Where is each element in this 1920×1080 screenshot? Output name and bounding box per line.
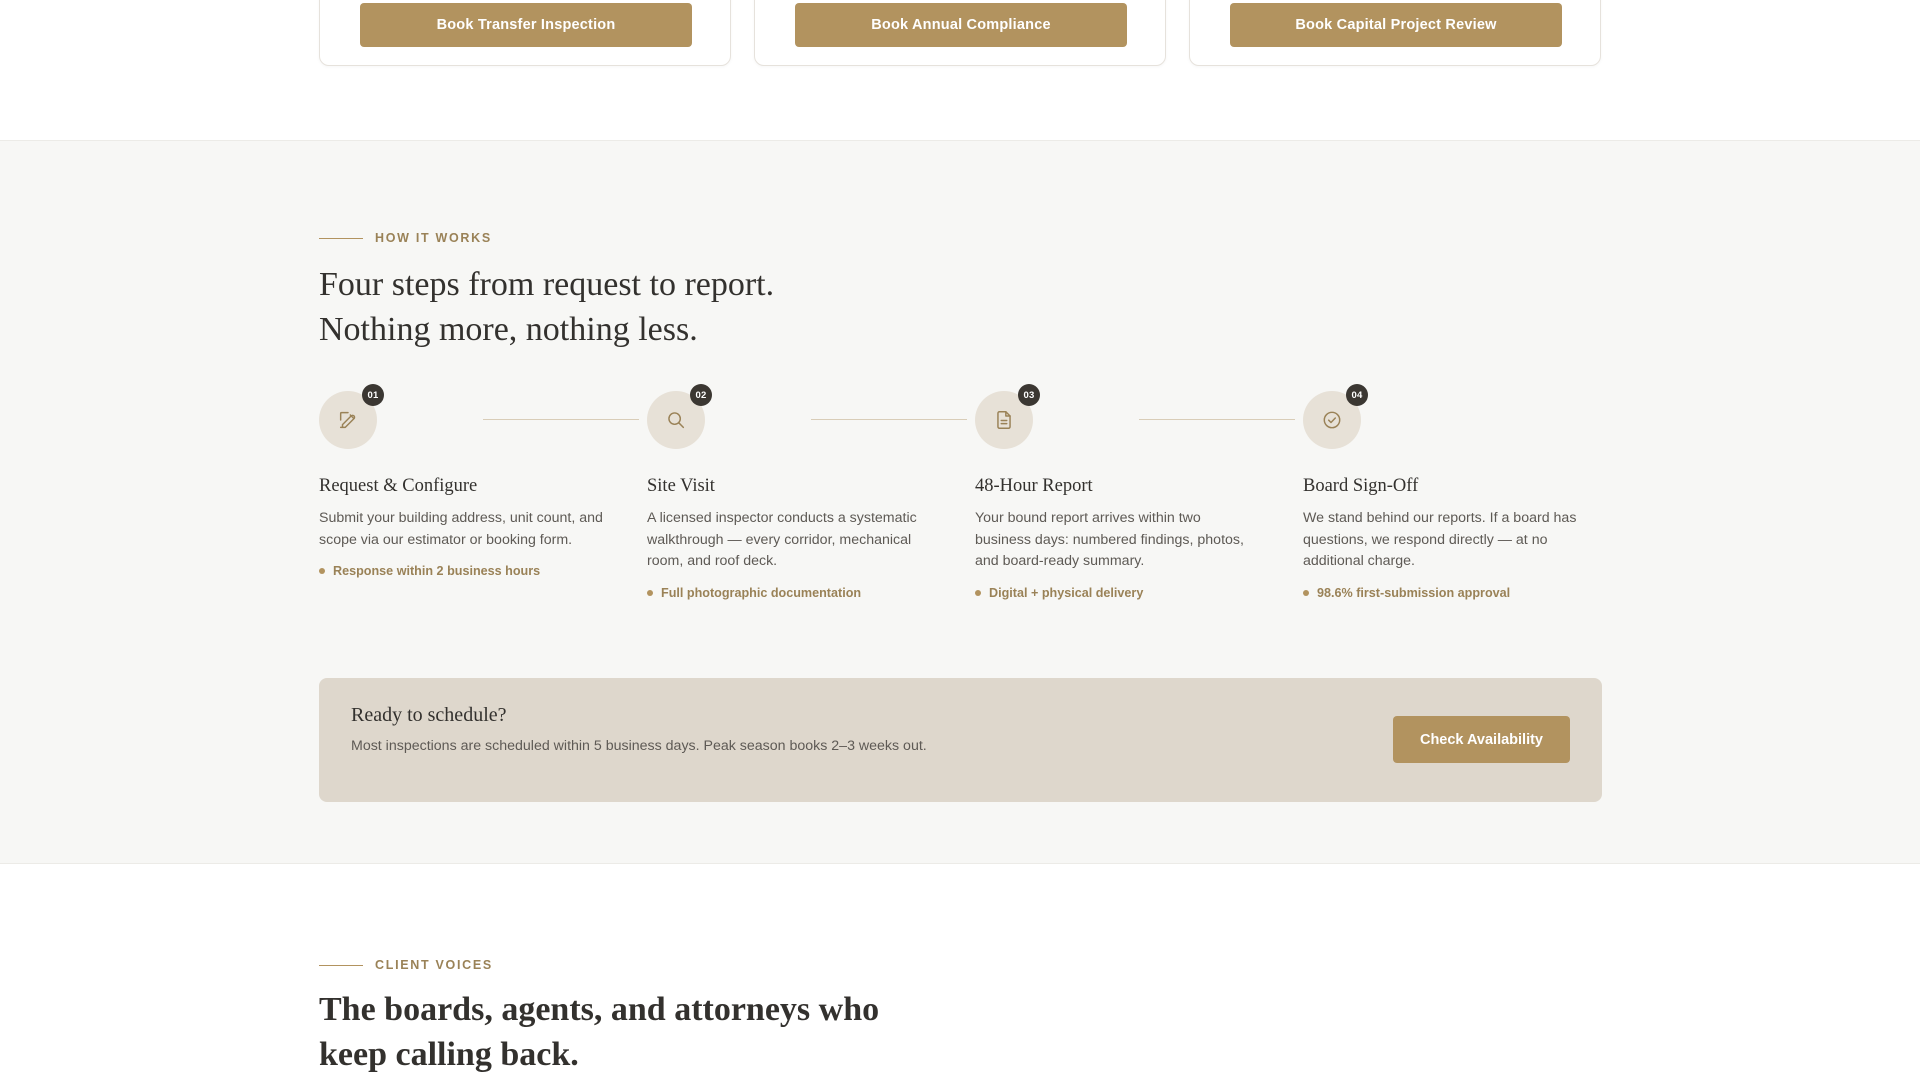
- step-item: [319, 391, 609, 578]
- service-cards-strip: [0, 0, 1920, 66]
- step-note-label: Full photographic documentation: [661, 585, 862, 600]
- step-description: Your bound report arrives within two business days: numbered findings, photos, and board-ready summary.: [975, 510, 1244, 570]
- step-note: [975, 586, 1265, 600]
- step-note-label: Response within 2 business hours: [333, 564, 541, 579]
- eyebrow-rule: [319, 965, 363, 966]
- step-title: Request & Configure: [319, 476, 478, 496]
- title-line-2: Nothing more, nothing less.: [319, 310, 698, 348]
- step-title: Board Sign-Off: [1303, 476, 1419, 496]
- eyebrow-rule: [319, 238, 363, 239]
- step-icon-circle: [1303, 391, 1361, 449]
- book-annual-compliance-button[interactable]: Book Annual Compliance: [795, 3, 1127, 47]
- eyebrow-label: HOW IT WORKS: [375, 231, 492, 245]
- step-description: A licensed inspector conducts a systematic walkthrough — every corridor, mechanical room, and roof deck.: [647, 510, 917, 570]
- pencil-square-icon: [337, 409, 359, 431]
- step-description: We stand behind our reports. If a board has questions, we respond directly — at no additional charge.: [1303, 510, 1577, 570]
- title-line-1: Four steps from request to report.: [319, 266, 775, 303]
- bullet-dot-icon: [1303, 590, 1309, 596]
- step-icon-circle: [975, 391, 1033, 449]
- step-note: [647, 586, 937, 600]
- how-it-works-section: [0, 140, 1920, 864]
- title-line-2: keep calling back.: [319, 1035, 579, 1073]
- bullet-dot-icon: [975, 590, 981, 596]
- step-icon-circle: [647, 391, 705, 449]
- banner-title: Ready to schedule?: [351, 704, 507, 726]
- service-card: [1189, 0, 1601, 66]
- bullet-dot-icon: [647, 590, 653, 596]
- service-card: [754, 0, 1166, 66]
- step-note: [1303, 586, 1593, 600]
- check-availability-button[interactable]: Check Availability: [1393, 716, 1570, 763]
- how-it-works-title: [319, 263, 774, 353]
- client-voices-title: [319, 988, 879, 1078]
- step-item: [647, 391, 937, 600]
- eyebrow-label: CLIENT VOICES: [375, 958, 493, 972]
- step-number-badge: 04: [1346, 384, 1368, 406]
- step-note: [319, 564, 609, 578]
- step-note-label: 98.6% first-submission approval: [1317, 585, 1511, 600]
- step-item: [975, 391, 1265, 600]
- title-line-1: The boards, agents, and attorneys who: [319, 991, 880, 1028]
- how-it-works-eyebrow: [319, 231, 492, 245]
- bullet-dot-icon: [319, 568, 325, 574]
- step-title: 48-Hour Report: [975, 476, 1093, 496]
- schedule-banner: [319, 678, 1602, 802]
- step-number-badge: 01: [362, 384, 384, 406]
- magnifier-icon: [665, 409, 687, 431]
- book-capital-project-review-button[interactable]: Book Capital Project Review: [1230, 3, 1562, 47]
- step-number-badge: 02: [690, 384, 712, 406]
- client-voices-section: [0, 864, 1920, 1080]
- check-circle-icon: [1321, 409, 1343, 431]
- step-number-badge: 03: [1018, 384, 1040, 406]
- step-description: Submit your building address, unit count, and scope via our estimator or booking form.: [319, 510, 603, 548]
- step-item: [1303, 391, 1593, 600]
- book-transfer-inspection-button[interactable]: Book Transfer Inspection: [360, 3, 692, 47]
- document-icon: [993, 409, 1015, 431]
- banner-subtitle: Most inspections are scheduled within 5 business days. Peak season books 2–3 weeks out.: [351, 738, 927, 754]
- service-card: [319, 0, 731, 66]
- step-icon-circle: [319, 391, 377, 449]
- client-voices-eyebrow: [319, 958, 493, 972]
- step-title: Site Visit: [647, 476, 715, 496]
- step-note-label: Digital + physical delivery: [989, 585, 1144, 600]
